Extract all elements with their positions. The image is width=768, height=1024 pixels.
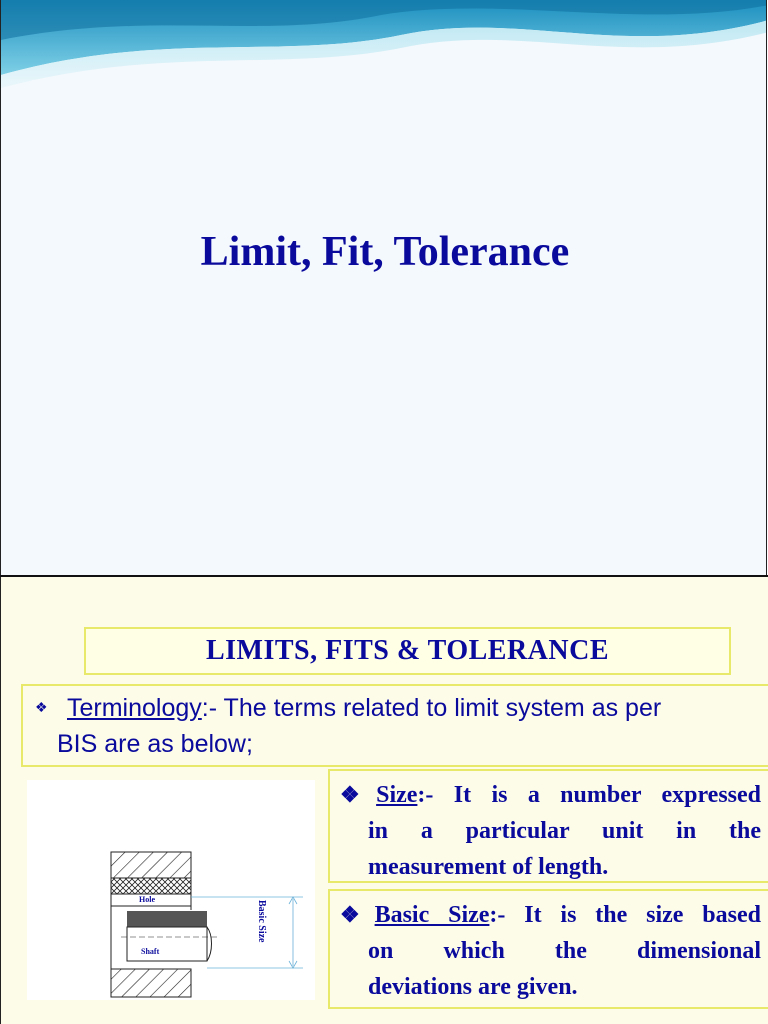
terminology-line-1 [67, 694, 661, 723]
definition-basic-size-box [328, 889, 768, 1009]
definition-size-text [340, 777, 761, 885]
terminology-line-2: BIS are as below; [57, 730, 253, 758]
definition-basic-size-line-1-text: :- It is the size based [489, 902, 761, 928]
diamond-bullet-icon: ❖ [35, 701, 48, 716]
shaft-label: Shaft [141, 947, 160, 956]
terminology-box [21, 684, 768, 767]
definition-basic-size-line-2: on which the dimensional [368, 938, 761, 964]
definition-basic-size-term: Basic Size [374, 902, 490, 928]
slide-title: Limit, Fit, Tolerance [200, 229, 570, 275]
heading-box [84, 627, 731, 675]
hole-shaft-figure [27, 780, 315, 1000]
definition-basic-size-line-3: deviations are given. [368, 974, 578, 1000]
definition-size-line-3: measurement of length. [368, 854, 609, 880]
definition-basic-size-line-1 [340, 897, 761, 933]
definition-size-line-1-text: :- It is a number expressed [417, 782, 761, 808]
slide-heading: LIMITS, FITS & TOLERANCE [205, 635, 610, 666]
definition-size-line-1 [340, 777, 761, 813]
diamond-bullet-icon: ❖ [340, 902, 373, 927]
diamond-bullet-icon: ❖ [340, 782, 375, 807]
definition-size-term: Size [376, 782, 418, 808]
hole-shaft-diagram [27, 780, 315, 1000]
dimension-label: Basic Size [256, 900, 267, 943]
definition-basic-size-text [340, 897, 761, 1005]
header-wave-decoration [1, 0, 767, 95]
terminology-text: :- The terms related to limit system as per [201, 694, 662, 722]
terminology-term: Terminology [67, 694, 202, 722]
hole-label: Hole [139, 895, 155, 904]
definition-size-box [328, 769, 768, 883]
definition-size-line-2: in a particular unit in the [368, 818, 761, 844]
terminology-slide [0, 577, 768, 1024]
